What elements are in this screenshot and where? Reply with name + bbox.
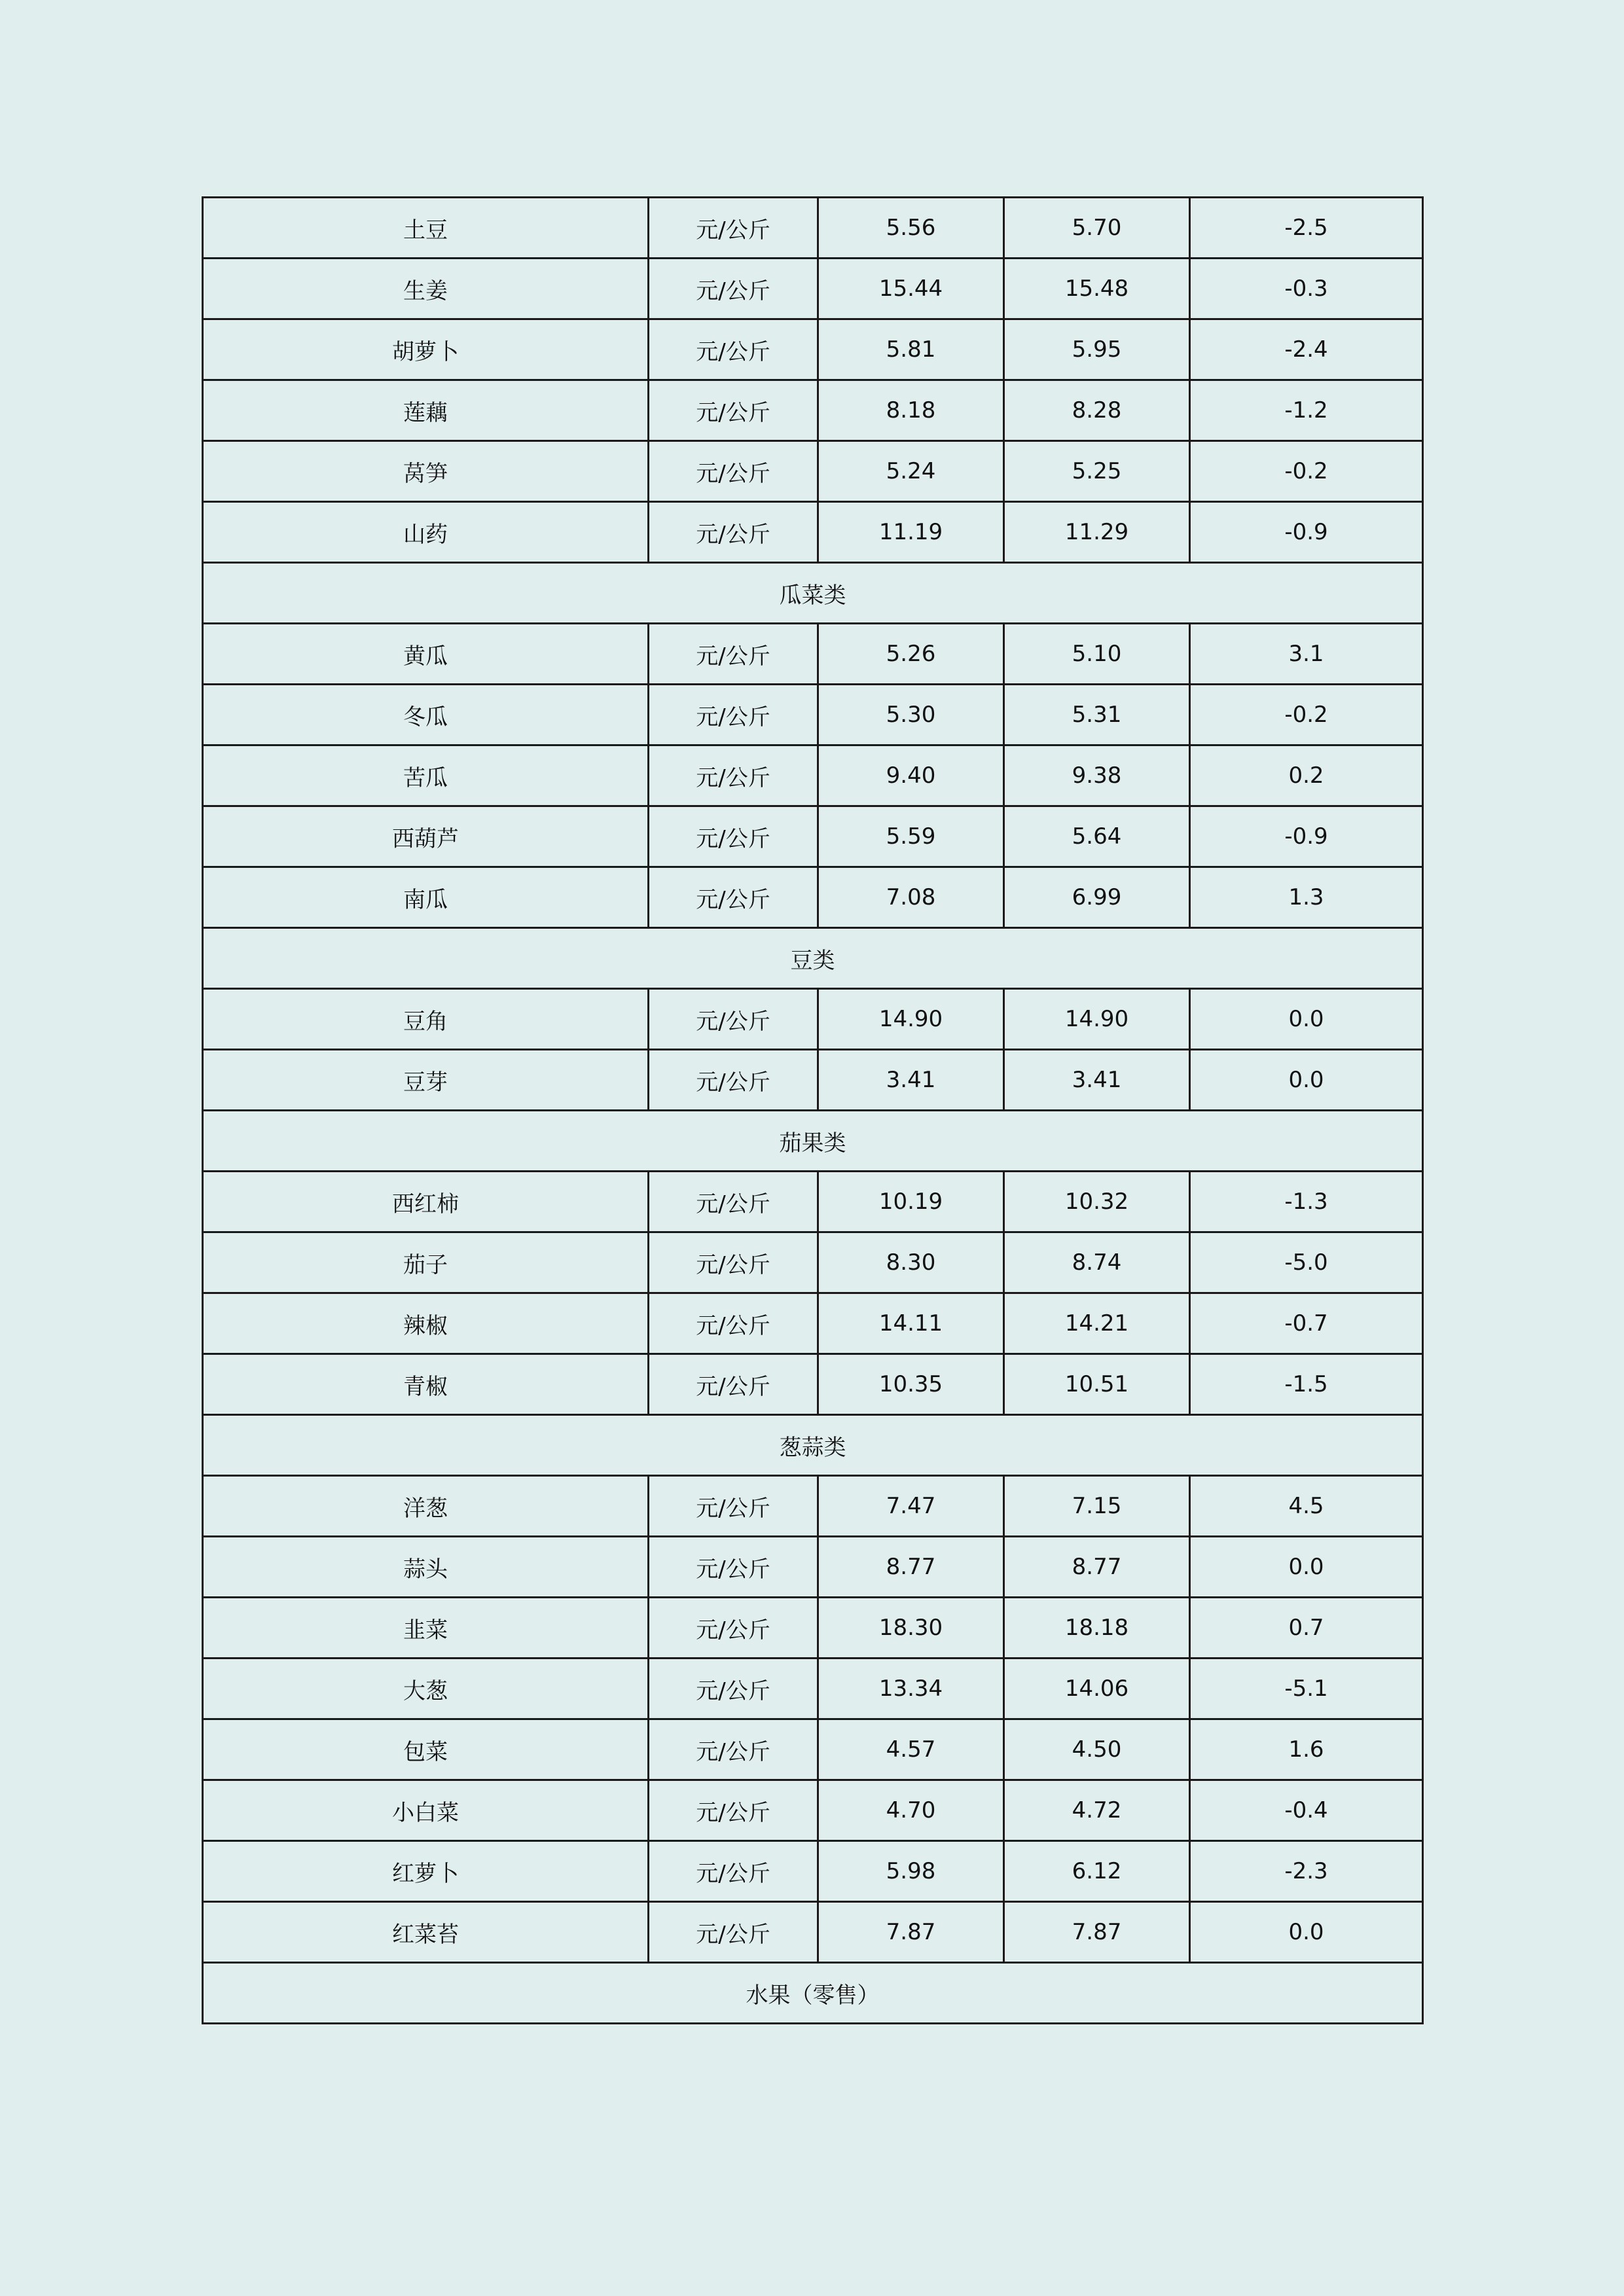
current-price-cell: 5.98 [818,1841,1004,1902]
current-price-cell: 3.41 [818,1050,1004,1111]
unit-cell: 元/公斤 [649,502,818,563]
unit-cell: 元/公斤 [649,380,818,441]
category-label: 茄果类 [203,1111,1423,1172]
unit-cell: 元/公斤 [649,198,818,259]
item-name-cell: 大葱 [203,1659,649,1719]
item-name-cell: 茄子 [203,1232,649,1293]
change-percent-cell: -0.3 [1190,259,1423,319]
previous-price-cell: 4.72 [1004,1780,1190,1841]
unit-cell: 元/公斤 [649,624,818,685]
category-label: 瓜菜类 [203,563,1423,624]
table-row [203,441,1423,502]
unit-cell: 元/公斤 [649,1050,818,1111]
table-row [203,259,1423,319]
previous-price-cell: 11.29 [1004,502,1190,563]
previous-price-cell: 5.10 [1004,624,1190,685]
unit-cell: 元/公斤 [649,1902,818,1963]
item-name-cell: 韭菜 [203,1598,649,1659]
table-row [203,198,1423,259]
change-percent-cell: -0.9 [1190,502,1423,563]
change-percent-cell: 0.0 [1190,1537,1423,1598]
table-row [203,1659,1423,1719]
change-percent-cell: 0.7 [1190,1598,1423,1659]
previous-price-cell: 8.28 [1004,380,1190,441]
current-price-cell: 5.81 [818,319,1004,380]
table-row [203,806,1423,867]
table-row [203,502,1423,563]
item-name-cell: 莴笋 [203,441,649,502]
price-table-body [203,198,1423,2024]
item-name-cell: 豆角 [203,989,649,1050]
unit-cell: 元/公斤 [649,1841,818,1902]
category-label: 水果（零售） [203,1963,1423,2024]
current-price-cell: 8.77 [818,1537,1004,1598]
previous-price-cell: 5.95 [1004,319,1190,380]
table-row [203,1050,1423,1111]
item-name-cell: 蒜头 [203,1537,649,1598]
previous-price-cell: 5.31 [1004,685,1190,745]
unit-cell: 元/公斤 [649,1354,818,1415]
previous-price-cell: 8.77 [1004,1537,1190,1598]
table-row [203,1780,1423,1841]
table-row [203,1598,1423,1659]
unit-cell: 元/公斤 [649,745,818,806]
current-price-cell: 7.47 [818,1476,1004,1537]
change-percent-cell: 3.1 [1190,624,1423,685]
table-row [203,1537,1423,1598]
current-price-cell: 13.34 [818,1659,1004,1719]
previous-price-cell: 15.48 [1004,259,1190,319]
item-name-cell: 生姜 [203,259,649,319]
current-price-cell: 4.70 [818,1780,1004,1841]
change-percent-cell: 4.5 [1190,1476,1423,1537]
unit-cell: 元/公斤 [649,1598,818,1659]
unit-cell: 元/公斤 [649,441,818,502]
item-name-cell: 红萝卜 [203,1841,649,1902]
current-price-cell: 18.30 [818,1598,1004,1659]
change-percent-cell: -2.4 [1190,319,1423,380]
current-price-cell: 5.30 [818,685,1004,745]
unit-cell: 元/公斤 [649,1232,818,1293]
current-price-cell: 5.24 [818,441,1004,502]
previous-price-cell: 14.21 [1004,1293,1190,1354]
current-price-cell: 8.18 [818,380,1004,441]
change-percent-cell: -1.2 [1190,380,1423,441]
unit-cell: 元/公斤 [649,989,818,1050]
previous-price-cell: 3.41 [1004,1050,1190,1111]
item-name-cell: 小白菜 [203,1780,649,1841]
table-row [203,867,1423,928]
item-name-cell: 南瓜 [203,867,649,928]
table-row [203,1232,1423,1293]
category-row [203,1963,1423,2024]
table-row [203,380,1423,441]
item-name-cell: 冬瓜 [203,685,649,745]
table-row [203,1476,1423,1537]
unit-cell: 元/公斤 [649,685,818,745]
change-percent-cell: 1.6 [1190,1719,1423,1780]
previous-price-cell: 6.12 [1004,1841,1190,1902]
table-row [203,1354,1423,1415]
unit-cell: 元/公斤 [649,1172,818,1232]
item-name-cell: 青椒 [203,1354,649,1415]
current-price-cell: 5.26 [818,624,1004,685]
change-percent-cell: -0.7 [1190,1293,1423,1354]
unit-cell: 元/公斤 [649,1719,818,1780]
previous-price-cell: 7.87 [1004,1902,1190,1963]
current-price-cell: 10.35 [818,1354,1004,1415]
unit-cell: 元/公斤 [649,1293,818,1354]
current-price-cell: 5.56 [818,198,1004,259]
change-percent-cell: 1.3 [1190,867,1423,928]
previous-price-cell: 6.99 [1004,867,1190,928]
previous-price-cell: 4.50 [1004,1719,1190,1780]
previous-price-cell: 10.51 [1004,1354,1190,1415]
item-name-cell: 西葫芦 [203,806,649,867]
unit-cell: 元/公斤 [649,1659,818,1719]
category-row [203,1111,1423,1172]
unit-cell: 元/公斤 [649,806,818,867]
table-row [203,1172,1423,1232]
table-row [203,319,1423,380]
category-label: 豆类 [203,928,1423,989]
change-percent-cell: -2.5 [1190,198,1423,259]
previous-price-cell: 10.32 [1004,1172,1190,1232]
item-name-cell: 黄瓜 [203,624,649,685]
table-row [203,685,1423,745]
current-price-cell: 4.57 [818,1719,1004,1780]
unit-cell: 元/公斤 [649,867,818,928]
change-percent-cell: -5.0 [1190,1232,1423,1293]
change-percent-cell: -2.3 [1190,1841,1423,1902]
current-price-cell: 8.30 [818,1232,1004,1293]
current-price-cell: 5.59 [818,806,1004,867]
price-table [202,196,1424,2024]
unit-cell: 元/公斤 [649,319,818,380]
previous-price-cell: 5.25 [1004,441,1190,502]
change-percent-cell: 0.2 [1190,745,1423,806]
unit-cell: 元/公斤 [649,259,818,319]
item-name-cell: 豆芽 [203,1050,649,1111]
category-row [203,563,1423,624]
current-price-cell: 7.08 [818,867,1004,928]
item-name-cell: 洋葱 [203,1476,649,1537]
current-price-cell: 9.40 [818,745,1004,806]
current-price-cell: 14.11 [818,1293,1004,1354]
change-percent-cell: -1.3 [1190,1172,1423,1232]
change-percent-cell: -0.2 [1190,685,1423,745]
item-name-cell: 莲藕 [203,380,649,441]
table-row [203,1902,1423,1963]
change-percent-cell: 0.0 [1190,989,1423,1050]
unit-cell: 元/公斤 [649,1476,818,1537]
table-row [203,624,1423,685]
previous-price-cell: 14.06 [1004,1659,1190,1719]
current-price-cell: 11.19 [818,502,1004,563]
table-row [203,1841,1423,1902]
change-percent-cell: -0.9 [1190,806,1423,867]
category-label: 葱蒜类 [203,1415,1423,1476]
category-row [203,928,1423,989]
previous-price-cell: 14.90 [1004,989,1190,1050]
change-percent-cell: -5.1 [1190,1659,1423,1719]
table-row [203,1293,1423,1354]
previous-price-cell: 5.64 [1004,806,1190,867]
current-price-cell: 14.90 [818,989,1004,1050]
item-name-cell: 红菜苔 [203,1902,649,1963]
previous-price-cell: 18.18 [1004,1598,1190,1659]
change-percent-cell: -0.4 [1190,1780,1423,1841]
item-name-cell: 西红柿 [203,1172,649,1232]
item-name-cell: 包菜 [203,1719,649,1780]
item-name-cell: 土豆 [203,198,649,259]
previous-price-cell: 9.38 [1004,745,1190,806]
previous-price-cell: 5.70 [1004,198,1190,259]
current-price-cell: 15.44 [818,259,1004,319]
table-row [203,745,1423,806]
item-name-cell: 苦瓜 [203,745,649,806]
previous-price-cell: 7.15 [1004,1476,1190,1537]
unit-cell: 元/公斤 [649,1780,818,1841]
unit-cell: 元/公斤 [649,1537,818,1598]
item-name-cell: 胡萝卜 [203,319,649,380]
table-row [203,989,1423,1050]
table-row [203,1719,1423,1780]
item-name-cell: 辣椒 [203,1293,649,1354]
current-price-cell: 7.87 [818,1902,1004,1963]
change-percent-cell: 0.0 [1190,1050,1423,1111]
change-percent-cell: -0.2 [1190,441,1423,502]
item-name-cell: 山药 [203,502,649,563]
previous-price-cell: 8.74 [1004,1232,1190,1293]
current-price-cell: 10.19 [818,1172,1004,1232]
change-percent-cell: 0.0 [1190,1902,1423,1963]
category-row [203,1415,1423,1476]
change-percent-cell: -1.5 [1190,1354,1423,1415]
